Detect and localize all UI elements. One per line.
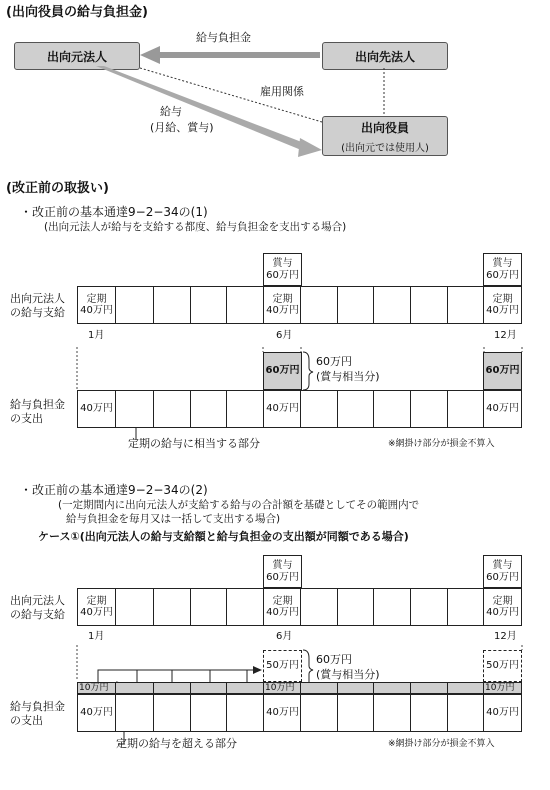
row-salary-payment-label-2 — [10, 594, 80, 623]
salary-month-cell — [115, 286, 154, 324]
seconded-officer-label: 出向役員 — [360, 120, 409, 135]
salary-month-cell — [226, 286, 265, 324]
burden-month-cell — [263, 390, 302, 428]
bonus-cell-dec-2 — [483, 555, 522, 588]
burden-month-cell — [115, 694, 154, 732]
salary-month-cell — [373, 588, 412, 626]
excess-strip-cell — [226, 682, 265, 694]
excess-strip-cell — [190, 682, 229, 694]
row-label-line: の給与支給 — [10, 608, 65, 622]
burden-month-cell — [226, 390, 265, 428]
shaded-note: ※網掛け部分が損金不算入 — [388, 439, 495, 449]
title-salary-burden: (出向役員の給与負担金) — [6, 5, 148, 20]
excess-strip-cell — [447, 682, 486, 694]
seconded-officer-sub: (出向元では使用人) — [341, 142, 429, 154]
salary-month-cell — [447, 286, 486, 324]
cell-text: 40万円 — [486, 707, 519, 719]
bonus-amount: 60万円 — [486, 571, 519, 583]
burden-month-cell — [190, 694, 229, 732]
salary-month-cell — [337, 286, 376, 324]
burden-month-cell — [153, 694, 192, 732]
circular-item-1-sub: (出向元法人が給与を支給する都度、給与負担金を支出する場合) — [44, 221, 347, 233]
cell-text: 40万円 — [80, 403, 113, 415]
brace-amount-label-2: 60万円 — [316, 653, 352, 666]
cell-text: 40万円 — [486, 403, 519, 415]
row-salary-payment-label — [10, 292, 80, 321]
salary-sublabel: (月給、賞与) — [150, 121, 214, 134]
cell-text: 定期 — [272, 595, 293, 607]
burden-arrow-label: 給与負担金 — [196, 31, 251, 44]
burden-month-cell — [153, 390, 192, 428]
employment-label: 雇用関係 — [260, 85, 304, 98]
burden-month-cell — [300, 390, 339, 428]
bonus-label: 賞与 — [272, 560, 293, 571]
salary-month-cell — [115, 588, 154, 626]
salary-month-cell — [300, 588, 339, 626]
excess-portion-annotation: 定期の給与を超える部分 — [116, 737, 237, 750]
circular-item-2-title: ・改正前の基本通達9−2−34の(2) — [20, 483, 208, 497]
section-before-revision-title: (改正前の取扱い) — [6, 181, 109, 196]
excess-strip-amount: 10万円 — [265, 683, 295, 693]
brace-desc-label-2: (賞与相当分) — [316, 668, 380, 681]
salary-month-cell — [263, 286, 302, 324]
salary-month-cell — [410, 588, 449, 626]
burden-month-cell — [373, 694, 412, 732]
salary-month-cell — [300, 286, 339, 324]
cell-text: 40万円 — [80, 305, 113, 316]
bonus-burden-cell-jun — [263, 352, 302, 390]
excess-strip-cell — [300, 682, 339, 694]
excess-strip-cell — [153, 682, 192, 694]
month-jun-2: 6月 — [276, 631, 293, 642]
row-label-line: 給与負担金 — [10, 700, 65, 713]
bonus-cell-dec — [483, 253, 522, 286]
bonus-burden-amount: 60万円 — [485, 365, 520, 377]
burden-month-cell — [373, 390, 412, 428]
cell-text: 40万円 — [266, 305, 299, 316]
burden-month-cell — [447, 390, 486, 428]
excess-strip-amount: 10万円 — [485, 683, 515, 693]
salary-month-cell — [337, 588, 376, 626]
month-jan: 1月 — [88, 330, 105, 341]
cell-text: 40万円 — [80, 707, 113, 719]
cell-text: 定期 — [492, 595, 513, 607]
brace-desc-label: (賞与相当分) — [316, 370, 380, 383]
month-dec: 12月 — [494, 330, 517, 341]
salary-month-cell — [410, 286, 449, 324]
brace-amount-label: 60万円 — [316, 355, 352, 368]
salary-month-cell — [483, 286, 522, 324]
salary-month-cell — [226, 588, 265, 626]
cell-text: 40万円 — [486, 607, 519, 618]
bonus-label: 賞与 — [492, 560, 513, 571]
burden-arrow-shaft — [156, 52, 320, 58]
bonus-burden-amount: 60万円 — [265, 365, 300, 377]
cell-text: 40万円 — [266, 707, 299, 719]
salary-month-cell — [263, 588, 302, 626]
cell-text: 40万円 — [486, 305, 519, 316]
row-label-line: の支出 — [10, 412, 43, 426]
excess-strip-cell — [410, 682, 449, 694]
regular-portion-annotation: 定期の給与に相当する部分 — [128, 437, 260, 450]
row-label-line: 出向元法人 — [10, 292, 65, 305]
salary-month-cell — [153, 286, 192, 324]
salary-month-cell — [373, 286, 412, 324]
bonus-label: 賞与 — [492, 258, 513, 269]
row-label-line: 出向元法人 — [10, 594, 65, 607]
bonus-cell-jun-2 — [263, 555, 302, 588]
month-dec-2: 12月 — [494, 631, 517, 642]
salary-month-cell — [77, 286, 116, 324]
excess-cell-dec — [483, 650, 522, 682]
cell-text: 定期 — [272, 293, 293, 305]
cell-text: 40万円 — [266, 403, 299, 415]
salary-month-cell — [153, 588, 192, 626]
burden-month-cell — [410, 694, 449, 732]
cell-text: 定期 — [86, 595, 107, 607]
source-company-label: 出向元法人 — [46, 49, 107, 64]
bonus-cell-jun — [263, 253, 302, 286]
bonus-amount: 60万円 — [266, 571, 299, 583]
salary-month-cell — [483, 588, 522, 626]
excess-cell-jun — [263, 650, 302, 682]
bonus-amount: 60万円 — [486, 269, 519, 281]
month-jan-2: 1月 — [88, 631, 105, 642]
excess-strip-cell — [115, 682, 154, 694]
burden-month-cell — [263, 694, 302, 732]
burden-month-cell — [77, 694, 116, 732]
burden-month-cell — [300, 694, 339, 732]
bonus-amount: 60万円 — [266, 269, 299, 281]
row-label-line: の給与支給 — [10, 306, 65, 320]
burden-month-cell — [483, 694, 522, 732]
bonus-label: 賞与 — [272, 258, 293, 269]
destination-company-label: 出向先法人 — [354, 49, 415, 64]
excess-strip-cell — [337, 682, 376, 694]
burden-month-cell — [410, 390, 449, 428]
circular-item-2-sub-1: (一定期間内に出向元法人が支給する給与の合計額を基礎としてその範囲内で — [58, 499, 420, 511]
burden-arrow-head — [140, 46, 160, 64]
row-burden-payment-label — [10, 398, 80, 427]
month-jun: 6月 — [276, 330, 293, 341]
excess-amount: 50万円 — [266, 660, 299, 672]
salary-arrow-head — [298, 138, 322, 157]
excess-strip-cell — [373, 682, 412, 694]
salary-label: 給与 — [160, 105, 182, 118]
cell-text: 定期 — [492, 293, 513, 305]
burden-month-cell — [226, 694, 265, 732]
row-burden-payment-label-2 — [10, 700, 80, 729]
burden-month-cell — [447, 694, 486, 732]
burden-month-cell — [483, 390, 522, 428]
salary-month-cell — [190, 286, 229, 324]
row-label-line: の支出 — [10, 714, 43, 728]
burden-month-cell — [337, 390, 376, 428]
circular-item-2-sub-2: 給与負担金を毎月又は一括して支出する場合) — [66, 513, 281, 525]
row-label-line: 給与負担金 — [10, 398, 65, 411]
excess-strip-amount: 10万円 — [79, 683, 109, 693]
burden-month-cell — [190, 390, 229, 428]
salary-month-cell — [447, 588, 486, 626]
burden-month-cell — [115, 390, 154, 428]
bonus-burden-cell-dec — [483, 352, 522, 390]
cell-text: 40万円 — [80, 607, 113, 618]
salary-month-cell — [77, 588, 116, 626]
salary-month-cell — [190, 588, 229, 626]
case-1-title: ケース①(出向元法人の給与支給額と給与負担金の支出額が同額である場合) — [38, 530, 409, 543]
cell-text: 40万円 — [266, 607, 299, 618]
burden-month-cell — [337, 694, 376, 732]
burden-month-cell — [77, 390, 116, 428]
excess-amount: 50万円 — [486, 660, 519, 672]
cell-text: 定期 — [86, 293, 107, 305]
circular-item-1-title: ・改正前の基本通達9−2−34の(1) — [20, 205, 208, 219]
shaded-note-2: ※網掛け部分が損金不算入 — [388, 739, 495, 749]
